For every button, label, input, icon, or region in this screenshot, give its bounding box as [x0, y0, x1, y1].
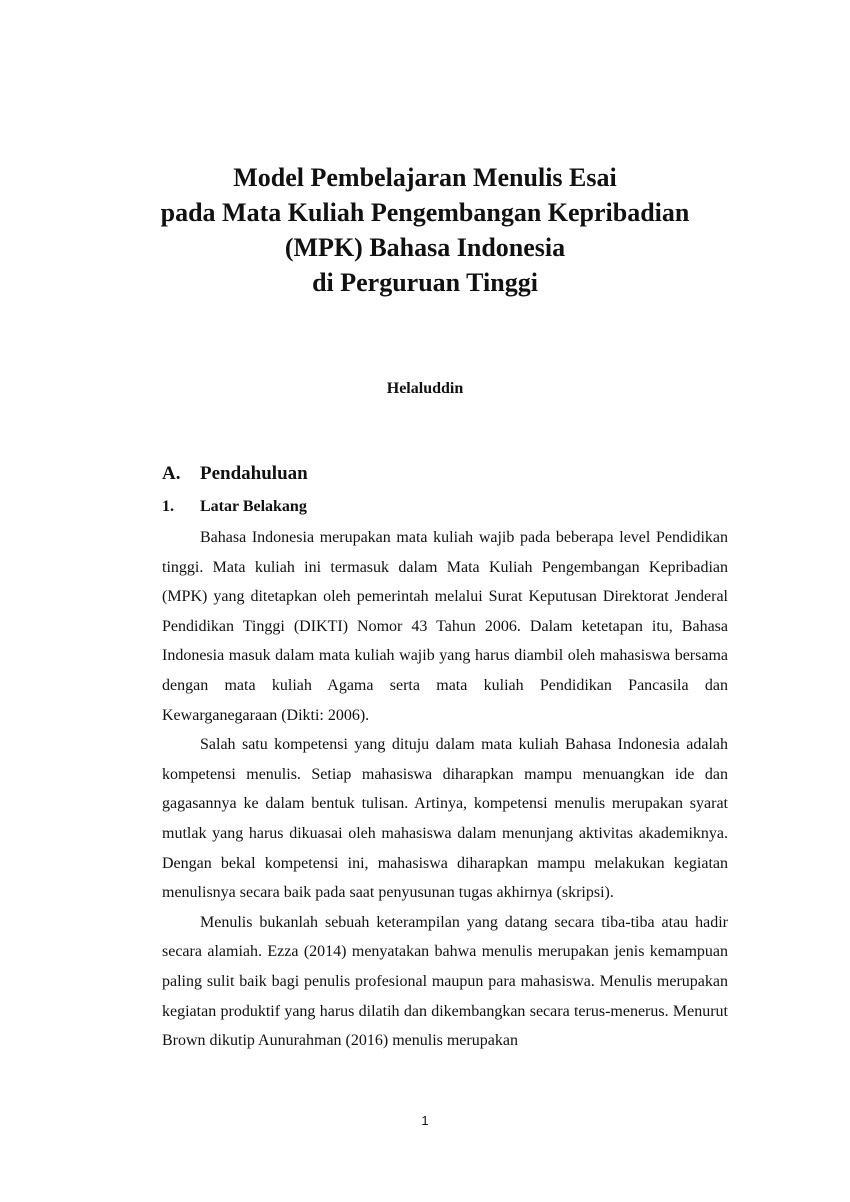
paragraph: Bahasa Indonesia merupakan mata kuliah wajib pada beberapa level Pendidikan tinggi. Mata kuliah ini termasuk dalam Mata Kuliah Pengembangan Kepribadian (MPK) yang ditetapkan oleh pemerintah melalui Surat Keputusan Direktorat Jenderal Pendidikan Tinggi (DIKTI) Nomor 43 Tahun 2006. Dalam ketetapan itu, Bahasa Indonesia masuk dalam mata kuliah wajib yang harus diambil oleh mahasiswa bersama dengan mata kuliah Agama serta mata kuliah Pendidikan Pancasila dan Kewarganegaraan (Dikti: 2006). [162, 529, 728, 724]
paragraph: Menulis bukanlah sebuah keterampilan yang datang secara tiba-tiba atau hadir secara alamiah. Ezza (2014) menyatakan bahwa menulis merupakan jenis kemampuan paling sulit baik bagi penulis profesional maupun para mahasiswa. Menulis merupakan kegiatan produktif yang harus dilatih dan dikembangkan secara terus-menerus. Menurut Brown dikutip Aunurahman (2016) menulis merupakan [162, 913, 728, 1050]
title-line-3: (MPK) Bahasa Indonesia [284, 233, 566, 262]
title-line-4: di Perguruan Tinggi [312, 268, 538, 297]
title-line-1: Model Pembelajaran Menulis Esai [233, 163, 617, 192]
paragraph: Salah satu kompetensi yang dituju dalam mata kuliah Bahasa Indonesia adalah kompetensi menulis. Setiap mahasiswa diharapkan mampu menuangkan ide dan gagasannya ke dalam bentuk tulisan. Artinya, kompetensi menulis merupakan syarat mutlak yang harus dikuasai oleh mahasiswa dalam menunjang aktivitas akademiknya. Dengan bekal kompetensi ini, mahasiswa diharapkan mampu melakukan kegiatan menulisnya secara baik pada saat penyusunan tugas akhirnya (skripsi). [162, 736, 728, 902]
title-line-2: pada Mata Kuliah Pengembangan Kepribadian [160, 198, 690, 227]
page-number: 1 [421, 1113, 429, 1128]
section-title: Pendahuluan [200, 463, 308, 484]
section-heading [162, 460, 308, 488]
subsection-heading [162, 495, 307, 519]
author-name: Helaluddin [386, 380, 464, 397]
body-text [162, 523, 728, 1056]
document-title [100, 160, 750, 300]
subsection-title: Latar Belakang [200, 498, 307, 515]
section-number: A. [162, 463, 181, 484]
subsection-number: 1. [162, 498, 174, 515]
